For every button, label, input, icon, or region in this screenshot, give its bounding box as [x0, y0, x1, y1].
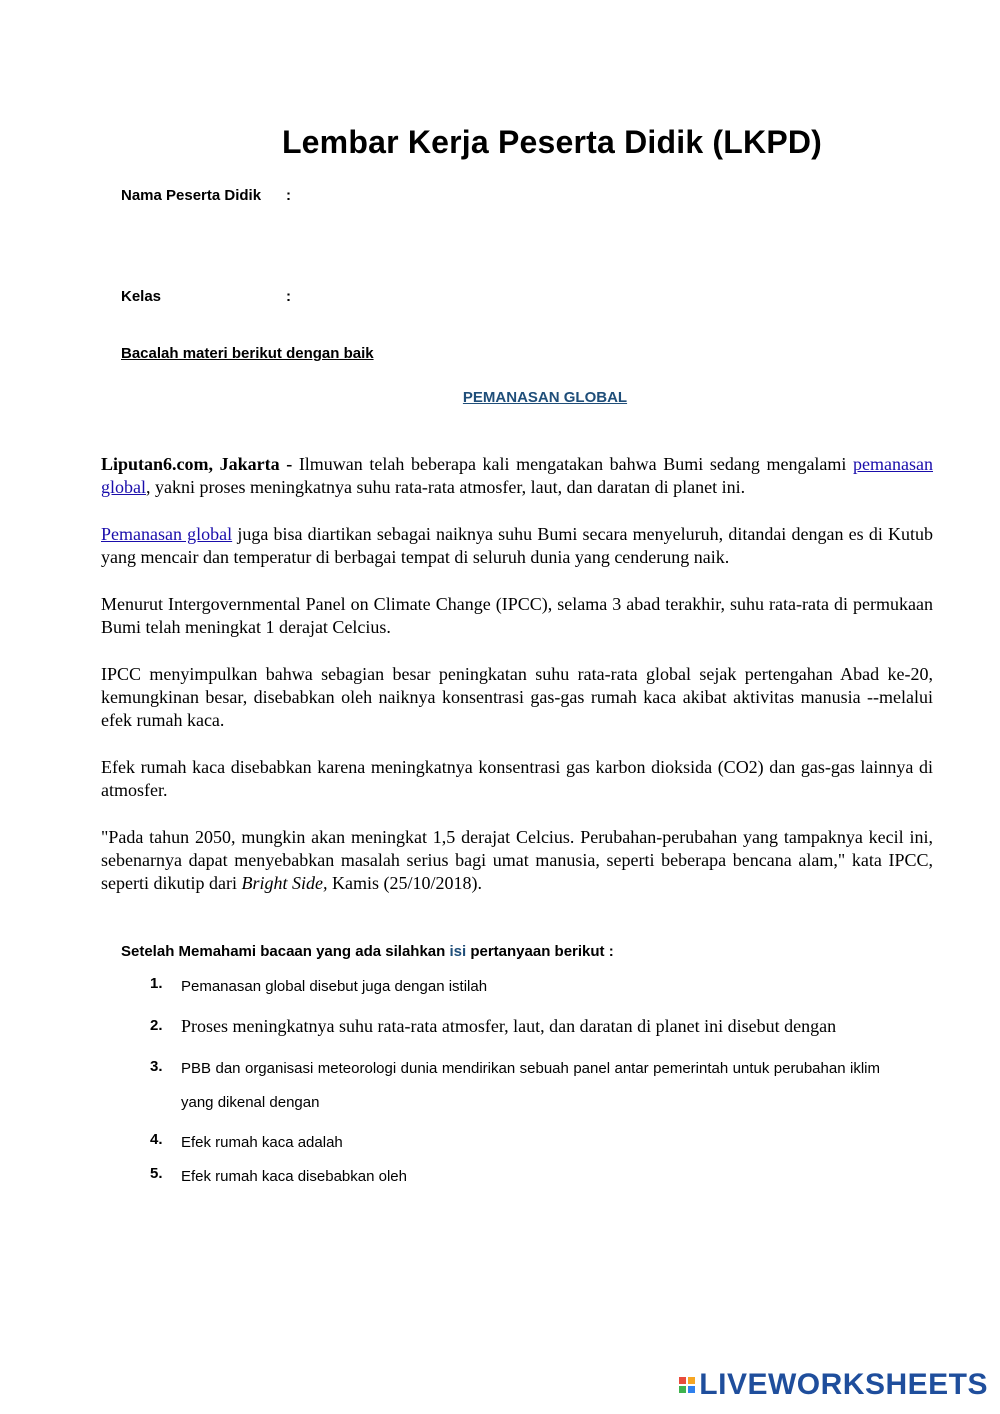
question-number: 4.: [150, 1131, 163, 1148]
student-name-colon: :: [286, 187, 291, 204]
student-name-field: [121, 187, 291, 204]
class-label: Kelas: [121, 288, 162, 305]
question-text: Proses meningkatnya suhu rata-rata atmosfer, laut, dan daratan di planet ini disebut dengan: [181, 1016, 837, 1036]
isi-word: isi: [449, 943, 467, 960]
question-item: [150, 1131, 880, 1154]
material-heading: PEMANASAN GLOBAL: [462, 389, 628, 406]
logo-mark-icon: [679, 1377, 695, 1393]
article-paragraph-5: Efek rumah kaca disebabkan karena meningkatnya konsentrasi gas karbon dioksida (CO2) dan gas-gas lainnya di atmosfer.: [101, 757, 933, 800]
page-title: Lembar Kerja Peserta Didik (LKPD): [281, 124, 823, 160]
article-paragraph-3: Menurut Intergovernmental Panel on Climate Change (IPCC), selama 3 abad terakhir, suhu rata-rata di permukaan Bumi telah meningkat 1 derajat Celcius.: [101, 594, 933, 637]
article-paragraph-6: "Pada tahun 2050, mungkin akan meningkat 1,5 derajat Celcius. Perubahan-perubahan yang tampaknya kecil ini, sebenarnya dapat menyebabkan masalah serius bagi umat manusia, seperti beberapa bencana alam," kata IPCC, seperti dikutip dari Bright Side, Kamis (25/10/2018).: [101, 827, 933, 893]
global-warming-link-2[interactable]: Pemanasan global: [101, 524, 233, 544]
question-number: 2.: [150, 1017, 163, 1034]
article-paragraph-1: Liputan6.com, Jakarta - Ilmuwan telah beberapa kali mengatakan bahwa Bumi sedang mengalami pemanasan global, yakni proses meningkatnya suhu rata-rata atmosfer, laut, dan daratan di planet ini.: [101, 454, 933, 497]
question-number: 5.: [150, 1165, 163, 1182]
global-warming-link[interactable]: pemanasan global: [101, 454, 933, 497]
question-text: PBB dan organisasi meteorologi dunia mendirikan sebuah panel antar pemerintah untuk perubahan iklim yang dikenal dengan: [181, 1060, 880, 1111]
reading-instruction: Bacalah materi berikut dengan baik: [121, 345, 374, 362]
article-paragraph-4: IPCC menyimpulkan bahwa sebagian besar peningkatan suhu rata-rata global sejak pertengahan Abad ke-20, kemungkinan besar, disebabkan oleh naiknya konsentrasi gas-gas rumah kaca akibat aktivitas manusia --melalui efek rumah kaca.: [101, 664, 933, 730]
question-text: Efek rumah kaca disebabkan oleh: [181, 1168, 407, 1185]
question-number: 1.: [150, 975, 163, 992]
question-text: Pemanasan global disebut juga dengan istilah: [181, 978, 488, 995]
liveworksheets-logo: [679, 1368, 988, 1402]
question-item: [150, 1052, 880, 1120]
question-item: [150, 1165, 880, 1188]
source-name: Bright Side,: [241, 873, 328, 893]
questions-intro: Setelah Memahami bacaan yang ada silahkan isi pertanyaan berikut :: [121, 943, 614, 960]
question-list: [150, 975, 880, 1199]
question-text: Efek rumah kaca adalah: [181, 1134, 343, 1151]
class-field: [121, 288, 291, 305]
article-paragraph-2: Pemanasan global juga bisa diartikan sebagai naiknya suhu Bumi secara menyeluruh, ditandai dengan es di Kutub yang mencair dan temperatur di berbagai tempat di seluruh dunia yang cenderung naik.: [101, 524, 934, 567]
student-name-label: Nama Peserta Didik: [121, 187, 262, 204]
article-source: Liputan6.com, Jakarta -: [101, 454, 299, 474]
question-number: 3.: [150, 1058, 163, 1075]
question-item: [150, 975, 880, 998]
question-item: [150, 1009, 880, 1043]
article: [101, 453, 933, 919]
class-colon: :: [286, 288, 291, 305]
logo-text: LIVEWORKSHEETS: [699, 1368, 988, 1401]
